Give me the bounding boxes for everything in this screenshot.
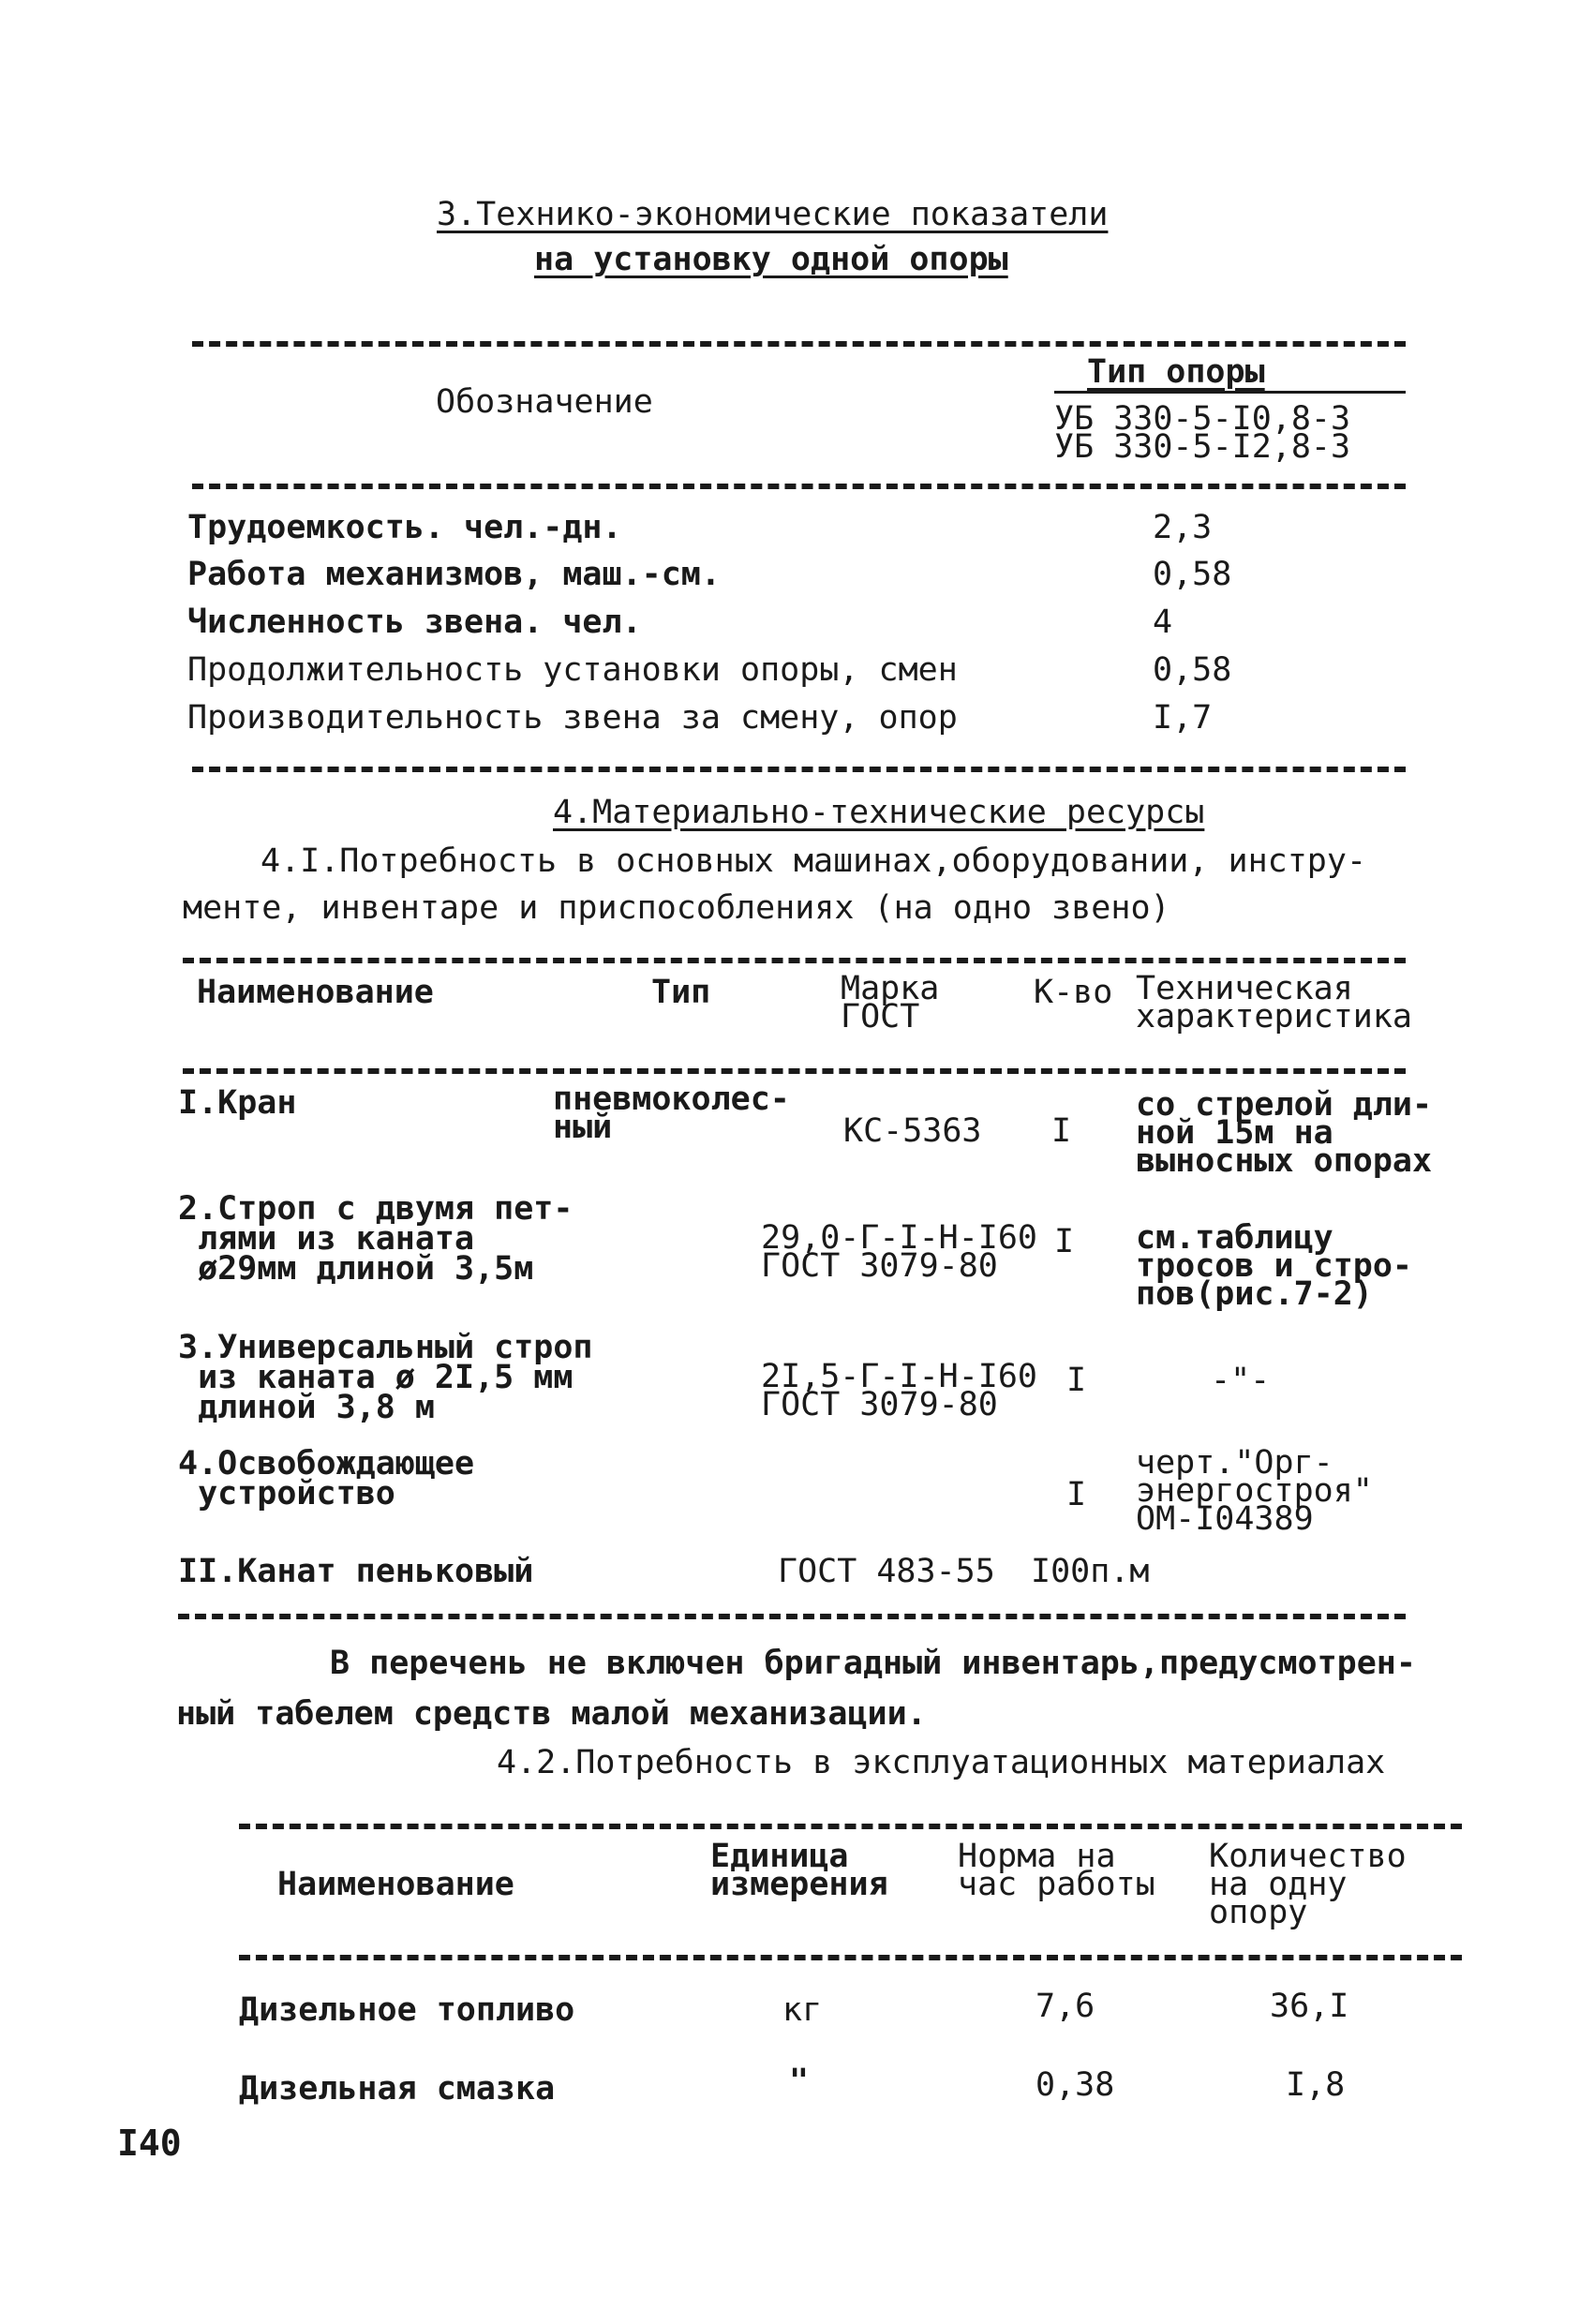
table1-header-rule <box>183 1068 1406 1074</box>
note-line2: ный табелем средств малой механизации. <box>176 1695 927 1733</box>
table0-type-1: УБ 330-5-I0,8-3 <box>1054 400 1351 438</box>
table0-header-type-label: Тип опоры <box>1087 353 1265 391</box>
table1-row-spec: черт."Орг- энергостроя" ОМ-I04389 <box>1136 1444 1373 1538</box>
table0-row-label: Численность звена. чел. <box>187 603 642 641</box>
table1-row-brand: КС-5363 <box>843 1112 982 1150</box>
section3-title-line2: на установку одной опоры <box>534 241 1008 278</box>
table1-bottom-rule <box>178 1614 1406 1619</box>
table0-row-value: 2,3 <box>1153 509 1213 546</box>
section4-title: 4.Материально-технические ресурсы <box>553 794 1205 831</box>
table2-row-norm: 0,38 <box>1035 2066 1115 2104</box>
note-line1: В перечень не включен бригадный инвентарь,предусмотрен- <box>330 1645 1416 1682</box>
table0-row-label: Трудоемкость. чел.-дн. <box>187 509 622 546</box>
table0-header-designation: Обозначение <box>436 383 653 421</box>
page-number: I40 <box>117 2123 182 2164</box>
table1-row-spec: см.таблицу тросов и стро- пов(рис.7-2) <box>1136 1219 1413 1313</box>
table1-row-spec: -"- <box>1211 1362 1271 1399</box>
table1-header-spec: Техническая характеристика <box>1136 970 1413 1035</box>
table2-row-norm: 7,6 <box>1035 1988 1095 2025</box>
table2-header-name: Наименование <box>277 1866 514 1903</box>
table1-row-name: 3.Универсальный строп из каната ø 2I,5 мм длиной 3,8 м <box>178 1329 593 1426</box>
table1-row-name: 4.Освобождающее устройство <box>178 1445 475 1512</box>
table0-row-value: 0,58 <box>1153 651 1232 689</box>
table1-row-qty: I <box>1066 1476 1087 1513</box>
table1-top-rule <box>183 958 1406 963</box>
table0-row-label: Работа механизмов, маш.-см. <box>187 556 721 593</box>
table1-header-name: Наименование <box>197 974 434 1011</box>
table0-top-rule <box>192 341 1406 347</box>
table0-row-value: 4 <box>1153 603 1173 641</box>
table1-row-brand: 2I,5-Г-I-Н-I60 ГОСТ 3079-80 <box>761 1358 1038 1423</box>
table1-row-brand: ГОСТ 483-55 <box>778 1553 995 1590</box>
table2-header-norm: Норма на час работы <box>958 1838 1155 1903</box>
table1-row-qty: I <box>1066 1362 1087 1399</box>
table2-row-name: Дизельная смазка <box>239 2070 556 2108</box>
table1-row-name: I.Кран <box>178 1084 297 1122</box>
table0-row-value: 0,58 <box>1153 556 1232 593</box>
table0-type-underline <box>1054 391 1406 394</box>
table0-row-label: Продолжительность установки опоры, смен <box>187 651 958 689</box>
table2-row-unit: " <box>789 2063 810 2100</box>
table2-row-qty: 36,I <box>1270 1988 1349 2025</box>
table2-header-qty: Количество на одну опору <box>1209 1838 1407 1931</box>
section4-sub1-line2: менте, инвентаре и приспособлениях (на одно звено) <box>183 889 1170 927</box>
table1-row-type: пневмоколес- ный <box>553 1080 790 1146</box>
table1-row-qty: I00п.м <box>1031 1553 1150 1590</box>
table1-row-name: II.Канат пеньковый <box>178 1553 534 1590</box>
section3-title-line1: 3.Технико-экономические показатели <box>437 196 1109 233</box>
table0-row-label: Производительность звена за смену, опор <box>187 699 958 737</box>
table1-row-qty: I <box>1054 1223 1075 1260</box>
table2-row-unit: кг <box>782 1991 823 2029</box>
table2-row-qty: I,8 <box>1286 2066 1346 2104</box>
table2-row-name: Дизельное топливо <box>239 1991 575 2029</box>
table1-row-qty: I <box>1051 1112 1072 1150</box>
table2-top-rule <box>239 1824 1462 1829</box>
table1-row-spec: со стрелой дли- ной 15м на выносных опорах <box>1136 1086 1433 1180</box>
table1-row-brand: 29,0-Г-I-Н-I60 ГОСТ 3079-80 <box>761 1219 1038 1285</box>
table0-type-2: УБ 330-5-I2,8-3 <box>1054 428 1351 466</box>
table0-header-rule <box>192 484 1406 489</box>
table2-header-unit: Единица измерения <box>710 1838 888 1903</box>
table1-row-name: 2.Строп с двумя пет- лями из каната ø29мм длиной 3,5м <box>178 1190 574 1288</box>
table1-header-qty: К-во <box>1034 974 1113 1011</box>
table0-bottom-rule <box>192 767 1406 772</box>
section4-sub1-line1: 4.I.Потребность в основных машинах,оборудовании, инстру- <box>261 842 1367 880</box>
table1-header-brand: Марка ГОСТ <box>841 970 940 1035</box>
table1-header-type: Тип <box>651 974 711 1011</box>
table0-row-value: I,7 <box>1153 699 1213 737</box>
section4-sub2: 4.2.Потребность в эксплуатационных материалах <box>497 1744 1386 1781</box>
table2-header-rule <box>239 1955 1462 1960</box>
